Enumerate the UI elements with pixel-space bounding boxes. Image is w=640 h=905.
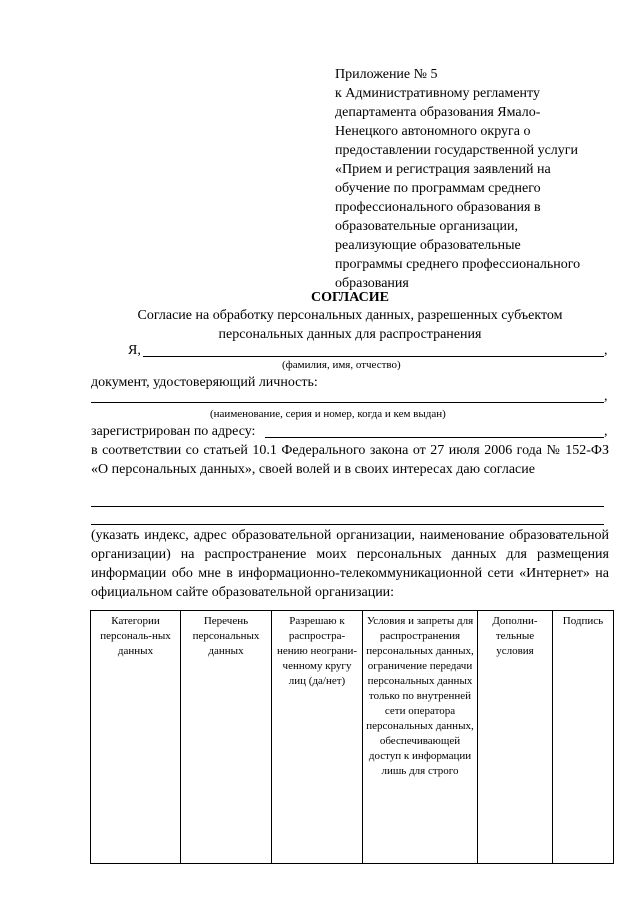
address-comma: , (604, 424, 608, 439)
fio-comma: , (604, 343, 608, 358)
header-conditions: Условия и запреты для распространения персональных данных, ограничение передачи персональных данных только по внутренней сети оператора персональных данных, обеспечивающей доступ к информации лишь для строго (363, 611, 478, 864)
appendix-line: Приложение № 5 (335, 67, 438, 82)
header-additional: Дополни-тельные условия (478, 611, 553, 864)
appendix-line: предоставлении государственной услуги (335, 143, 579, 158)
appendix-line: «Прием и регистрация заявлений на (335, 162, 551, 177)
appendix-line: Ненецкого автономного округа о (335, 124, 531, 139)
table-header-row (91, 611, 614, 864)
header-signature: Подпись (553, 611, 614, 864)
document-title: СОГЛАСИЕ (311, 290, 389, 305)
appendix-line: департамента образования Ямало- (335, 105, 541, 120)
appendix-line: образовательные организации, (335, 219, 519, 234)
header-permission: Разрешаю к распростра-нению неограни-ченному кругу лиц (да/нет) (272, 611, 363, 864)
document-subtitle: Согласие на обработку персональных данных, разрешенных субъектом персональных данных для распространения (137, 308, 563, 342)
law-paragraph: в соответствии со статьей 10.1 Федерального закона от 27 июля 2006 года № 152-ФЗ «О персональных данных», своей волей и в своих интересах даю согласие (91, 443, 609, 477)
appendix-block (335, 65, 615, 293)
fio-field-line[interactable] (143, 356, 604, 357)
document-comma: , (604, 389, 608, 404)
header-data-list: Перечень персональных данных (181, 611, 272, 864)
org-field-line-1[interactable] (91, 506, 604, 507)
appendix-line: к Административному регламенту (335, 86, 540, 101)
document-caption: (наименование, серия и номер, когда и кем выдан) (210, 408, 446, 420)
appendix-line: профессионального образования в (335, 200, 541, 215)
appendix-line: программы среднего профессионального (335, 257, 581, 272)
appendix-line: образования (335, 276, 409, 291)
document-field-line[interactable] (91, 402, 604, 403)
fio-caption: (фамилия, имя, отчество) (282, 359, 401, 371)
appendix-line: обучение по программам среднего (335, 181, 541, 196)
personal-data-table (90, 610, 614, 864)
fio-prefix: Я, (128, 343, 141, 358)
registered-label: зарегистрирован по адресу: (91, 424, 256, 439)
org-field-line-2[interactable] (91, 524, 604, 525)
header-categories: Категории персональ-ных данных (91, 611, 181, 864)
address-field-line[interactable] (265, 437, 604, 438)
org-paragraph: (указать индекс, адрес образовательной организации, наименование образовательной организации) на распространение моих персональных данных для размещения информации обо мне в информационно-телекоммуникационной сети «Интернет» на официальном сайте образовательной организации: (91, 528, 609, 600)
document-label: документ, удостоверяющий личность: (91, 375, 318, 390)
appendix-line: реализующие образовательные (335, 238, 521, 253)
